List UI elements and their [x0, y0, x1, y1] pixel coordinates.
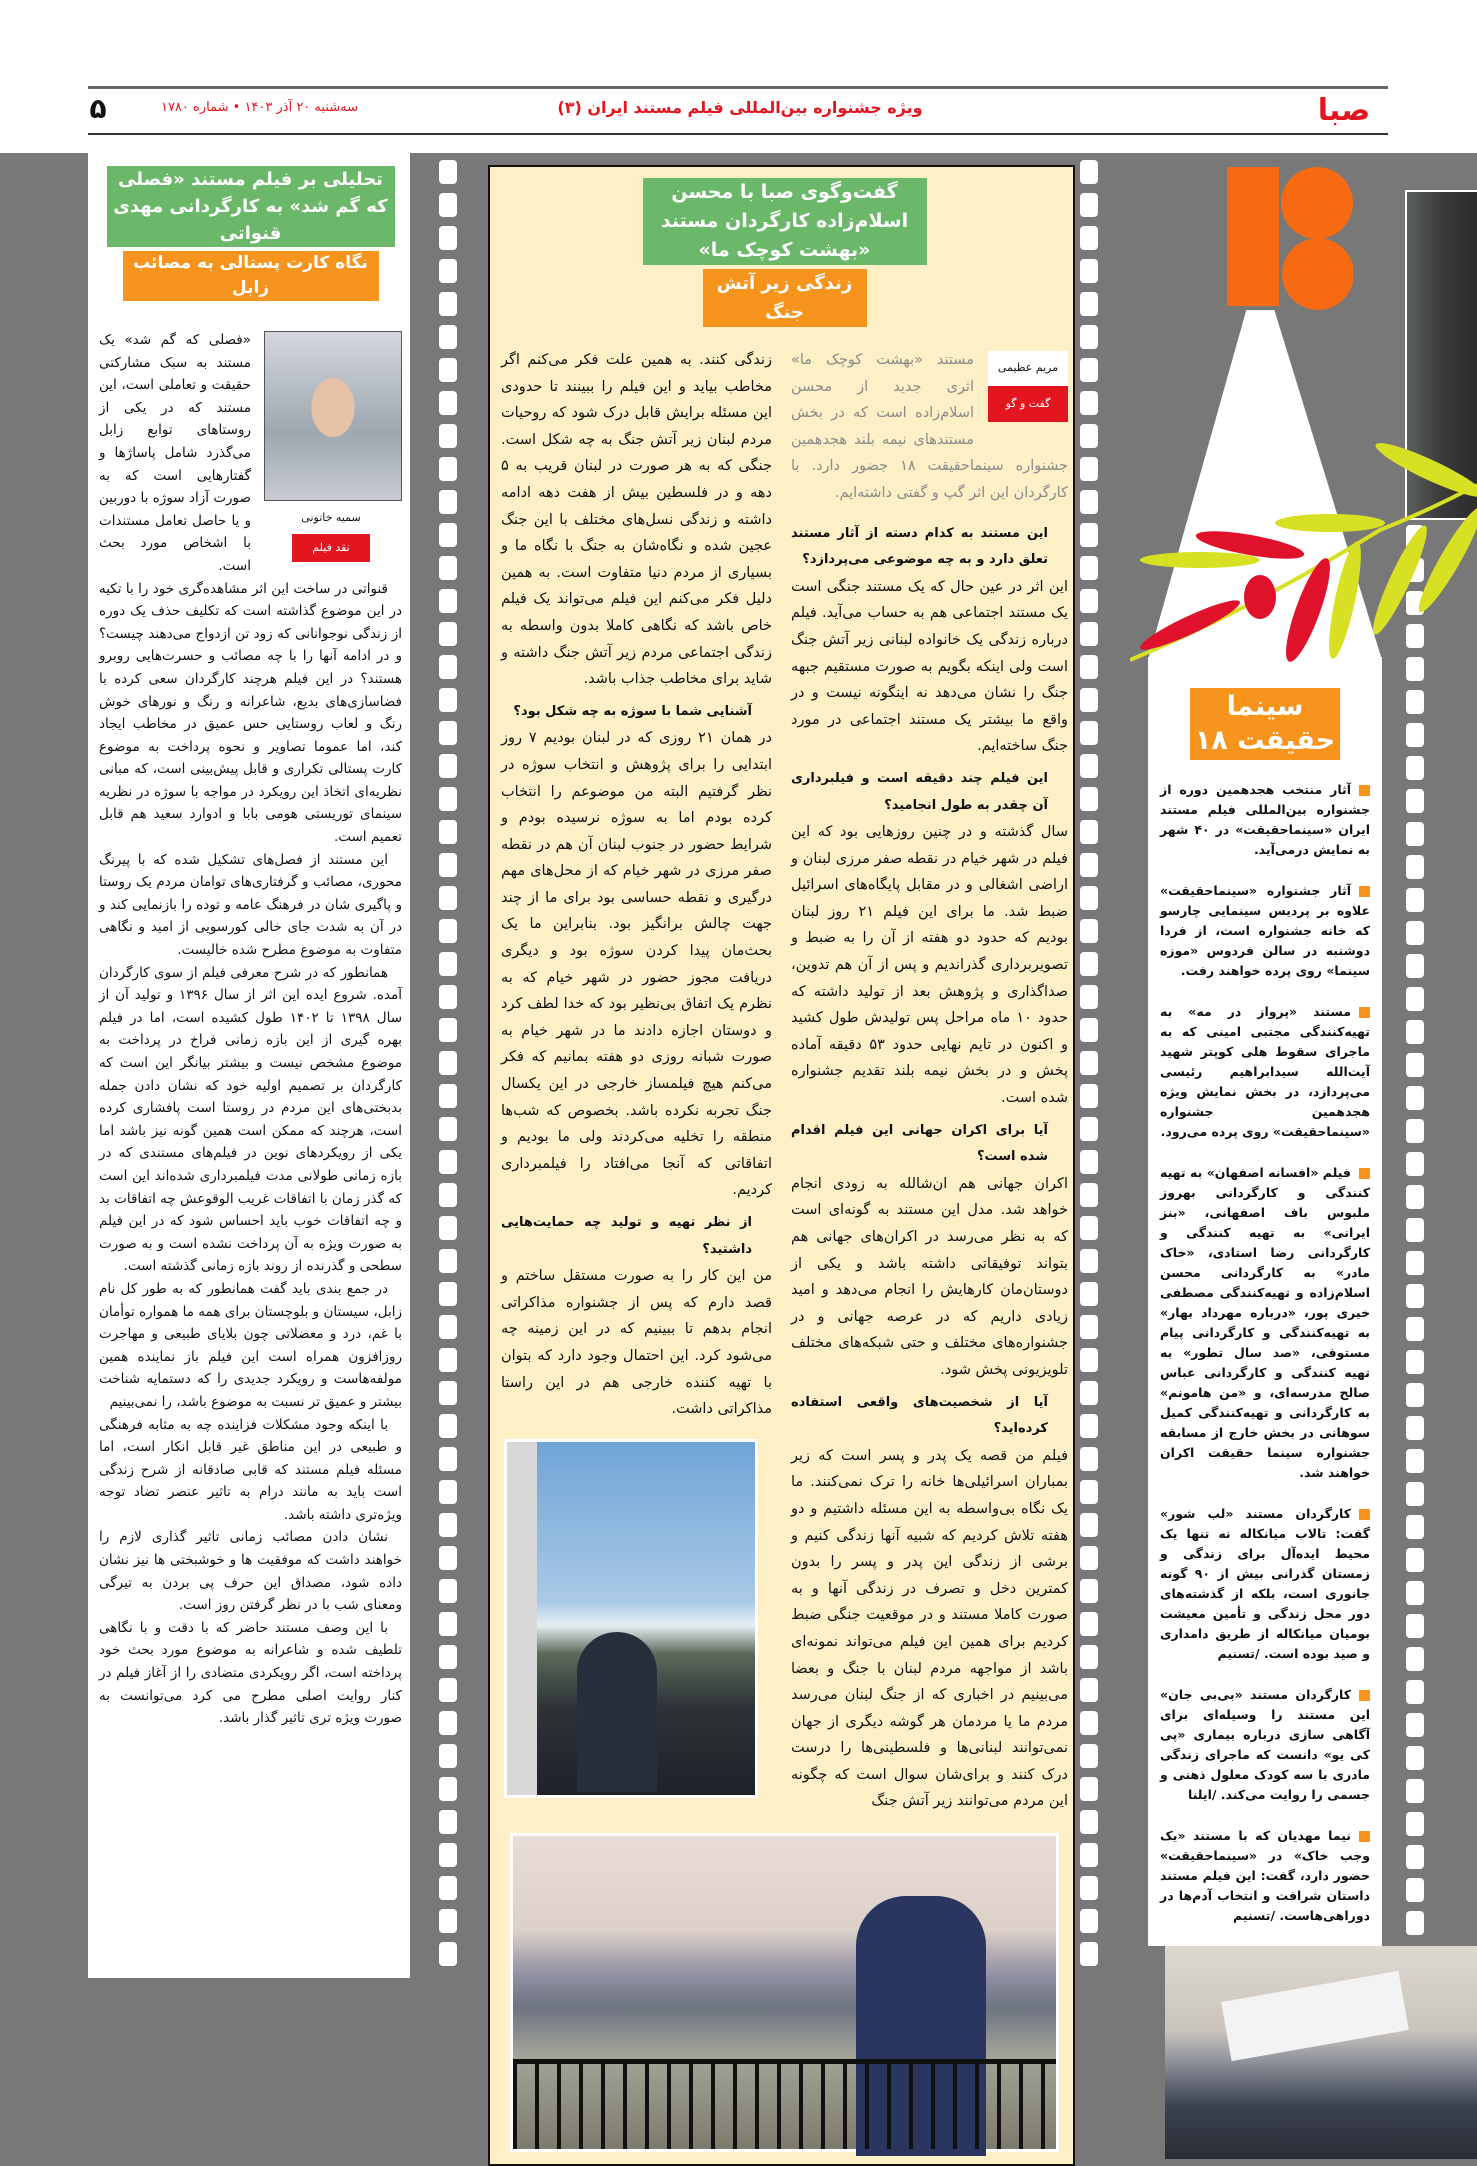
sprocket-hole: [1080, 1843, 1098, 1867]
section-title: ویژه جشنواره بین‌المللی فیلم مستند ایران (۳): [557, 98, 923, 117]
answer: من این کار را به صورت مستقل ساختم و قصد دارم که پس از جشنواره مذاکراتی انجام بدهم تا ببینیم که در این زمینه چه می‌شود کرد. این احتمال وجود دارد که بتوان با تهیه کننده خارجی هم در این راستا مذاکراتی داشت.: [501, 1268, 772, 1418]
sprocket-hole: [439, 1810, 457, 1834]
sprocket-hole: [1080, 787, 1098, 811]
sprocket-hole: [1080, 655, 1098, 679]
sprocket-hole: [1080, 1744, 1098, 1768]
sprocket-hole: [1080, 754, 1098, 778]
sprocket-hole: [1080, 391, 1098, 415]
sprocket-hole: [439, 1183, 457, 1207]
author-name: سمیه خاتونی: [301, 511, 361, 524]
sprocket-hole: [439, 1480, 457, 1504]
sprocket-hole: [1080, 985, 1098, 1009]
review-headline: تحلیلی بر فیلم مستند «فصلی که گم شد» به کارگردانی مهدی قنواتی: [107, 166, 395, 247]
paragraph: با این وصف مستند حاضر که با دقت و با نگاهی تلطیف شده و شاعرانه به موضوع مورد بحث خود پرداخته است، اگر رویکردی متضادی را از آغاز فیلم در کنار روایت اصلی مطرح می کرد می‌توانست به صورت ویژه تری تاثیر گذار باشد.: [99, 1619, 402, 1727]
sprocket-hole: [1080, 952, 1098, 976]
paragraph: در جمع بندی باید گفت همانطور که به طور کل نام زابل، سیستان و بلوچستان برای همه ما همواره توأمان با غم، درد و معضلاتی چون بلایای طبیعی و مهاجرت روزافزون همراه است این فیلم باز نماینده همین مولفه‌هاست و رویکرد جدیدی را که دستمایه شناخت بیشتر و عمیق تر نسبت به موضوع باشد، را نمی‌بینیم: [99, 1280, 402, 1410]
sprocket-hole: [439, 325, 457, 349]
author-name: مریم عظیمی: [988, 351, 1068, 386]
paragraph: قنواتی در ساخت این اثر مشاهده‌گری خود را با تکیه در این موضوع گذاشته است که تکلیف حذف یک دوره از زندگی نوجوانانی که زود تن ازدواج می‌دهند چیست؟ و در ادامه آنها را با چه مصائب و حسرت‌هایی روبرو هستند؟ در این فیلم هرچند کارگردان سعی کرده با فضاسازی‌های بدیع، شاعرانه و رنگ و نورهای خوش رنگ و لعاب روستایی حس عمیق در مخاطب ایجاد کند، اما عموما تصاویر و نحوه پرداخت به موضوع کارت پستالی تکراری و قابل پیش‌بینی است، که مبانی نظریه‌ای اتخاذ این رویکرد در مواجه با سوژه در نظریه سینمای توریستی هومی بابا و ادوارد سعید هم قابل تعمیم است.: [99, 580, 402, 846]
news-text: نیما مهدیان که با مستند «یک وجب خاک» در «سینماحقیقت» حضور دارد، گفت: این فیلم مستند داستان شرافت و انتخاب آدم‌ها در دوراهی‌هاست. /تسنیم: [1160, 1828, 1370, 1923]
sprocket-hole: [1080, 1315, 1098, 1339]
sprocket-hole: [439, 853, 457, 877]
sprocket-hole: [439, 655, 457, 679]
news-text: آثار منتخب هجدهمین دوره از جشنواره بین‌المللی فیلم مستند ایران «سینماحقیقت» در ۴۰ شهر به نمایش درمی‌آید.: [1160, 782, 1370, 857]
paragraph: «فصلی که گم شد» یک مستند به سبک مشارکتی حقیقت و تعاملی است، این مستند که در یکی از روستاهای توابع زابل می‌گذرد شامل پاساژها و گفتارهایی است که به صورت آزاد سوژه با دوربین و یا حاصل تعامل مستندات با اشخاص مورد بحث است.: [99, 332, 251, 574]
sprocket-hole: [439, 1711, 457, 1735]
sprocket-hole: [439, 1381, 457, 1405]
sprocket-hole: [439, 1447, 457, 1471]
sprocket-hole: [439, 160, 457, 184]
sprocket-hole: [439, 1744, 457, 1768]
bullet-square-icon: [1359, 785, 1370, 796]
answer: در همان ۲۱ روزی که در لبنان بودیم ۷ روز ابتدایی را برای پژوهش و انتخاب سوژه در نظر گرفتیم البته من موضوعم را انتخاب کرده بودم اما به سوژه نرسیده بودم و شرایط حضور در جنوب لبنان آن هم در نقطه صفر مرزی در شهر خیام که از محل‌های مهم درگیری و نقطه حساسی بود برای ما از چند جهت چالش برانگیز بود. بنابراین ما یک بحث‌مان پیدا کردن سوژه بود و دیگری دریافت مجوز حضور در شهر خیام که به نظرم یک اتفاق بی‌نظیر بود که خدا لطف کرد و دوستان اجازه دادند ما در شهر خیام به صورت شبانه روزی دو هفته بمانیم که فکر می‌کنم هیچ فیلمساز خارجی در این یکسال جنگ تجربه نکرده باشد. بخصوص که شب‌ها منطقه را تخلیه می‌کردند ولی ما بودیم و اتفاقاتی که آنجا می‌افتاد را فیلمبرداری کردیم.: [501, 730, 772, 1199]
sprocket-hole: [1080, 1117, 1098, 1141]
sprocket-hole: [439, 1645, 457, 1669]
review-panel: [88, 153, 410, 1978]
question: آیا برای اکران جهانی این فیلم اقدام شده است؟: [791, 1122, 1048, 1165]
sprocket-hole: [1080, 1579, 1098, 1603]
sprocket-hole: [1080, 919, 1098, 943]
sprocket-hole: [439, 490, 457, 514]
olive-branch-icon: [1130, 440, 1477, 680]
photo-man-on-balcony: [510, 1833, 1059, 2152]
question: این فیلم چند دقیقه است و فیلبرداری آن چقدر به طول انجامید؟: [791, 770, 1048, 813]
sprocket-hole: [1080, 1348, 1098, 1372]
sprocket-hole: [439, 1282, 457, 1306]
news-item: [1160, 780, 1370, 860]
author-photo: [264, 331, 402, 501]
sprocket-hole: [1080, 820, 1098, 844]
sprocket-hole: [439, 259, 457, 283]
bullet-square-icon: [1359, 1007, 1370, 1018]
sprocket-hole: [1080, 1051, 1098, 1075]
news-text: فیلم «افسانه اصفهان» به تهیه کنندگی و کارگردانی بهروز ملبوس باف اصفهانی، «بنز ایرانی» به تهیه کنندگی و کارگردانی رضا استادی، «خاک مادر» به کارگردانی محسن اسلام‌زاده و تهیه‌کنندگی مصطفی خیری پور، «درباره مهرداد بهار» به تهیه‌کنندگی و کارگردانی پیام مستوفی، «صد سال تطور» به تهیه کنندگی و کارگردانی عباس صالح مدرسه‌ای، و «من هامونم» به کارگردانی و تهیه‌کنندگی کمیل سوهانی در بخش خارج از مسابقه جشنواره سینما حقیقت اکران خواهند شد.: [1160, 1165, 1370, 1480]
sprocket-hole: [1080, 325, 1098, 349]
sprocket-hole: [439, 820, 457, 844]
sprocket-hole: [1080, 1414, 1098, 1438]
bullet-square-icon: [1359, 1509, 1370, 1520]
sprocket-hole: [439, 1513, 457, 1537]
answer: فیلم من قصه یک پدر و پسر است که زیر بمباران اسرائیلی‌ها خانه را ترک نمی‌کنند. ما یک نگاه بی‌واسطه به این مسئله داشتیم و دو هفته تلاش کردیم که شبیه آنها زندگی کنیم و برشی از زندگی این پدر و پسر را بدون کمترین دخل و تصرف در زندگی آنها و به صورت کاملا مستند و در موقعیت جنگی ضبط کردیم برای همین این فیلم می‌تواند نمونه‌ای باشد از مواجهه مردم لبنان با جنگ و بعضا می‌بینیم در اخباری که از جنگ لبنان می‌رسد مردم ما یا مردمان هر گوشه دیگری از جهان نمی‌توانند لبنانی‌ها و فلسطینی‌ها را درست درک کنند و برای‌شان سوال است که چگونه این مردم می‌توانند زیر آتش جنگ: [791, 1447, 1068, 1810]
sprocket-hole: [439, 589, 457, 613]
interview-byline: [988, 351, 1068, 422]
header-rule-top: [88, 86, 1388, 89]
answer: این اثر در عین حال که یک مستند جنگی است یک مستند اجتماعی هم به حساب می‌آید. فیلم درباره زندگی یک خانواده لبنانی زیر آتش جنگ است ولی اینکه بگویم به صورت مستقیم جبهه جنگ را نشان می‌دهد نه اینگونه نیست و در واقع ما بیشتر یک مستند اجتماعی در مورد جنگ ساخته‌ایم.: [791, 578, 1068, 755]
sprocket-hole: [1080, 1480, 1098, 1504]
sprocket-hole: [439, 622, 457, 646]
interview-panel: [488, 165, 1075, 2166]
news-item: [1160, 1002, 1370, 1142]
interview-column-left: [501, 347, 772, 1815]
photo-festival-crowd: [1165, 1946, 1477, 2159]
sprocket-hole: [1080, 1150, 1098, 1174]
sprocket-hole: [439, 358, 457, 382]
news-text: کارگردان مستند «بی‌بی جان» این مستند را وسیله‌ای برای آگاهی سازی درباره بیماری «پی کی یو» دانست که ماجرای زندگی مادری با سه کودک معلول ذهنی و جسمی را روایت می‌کند. /ایلنا: [1160, 1687, 1370, 1802]
sprocket-hole: [1080, 226, 1098, 250]
issue-date: سه‌شنبه ۲۰ آذر ۱۴۰۳ • شماره ۱۷۸۰: [160, 100, 358, 115]
interview-columns: [501, 347, 1068, 1815]
sprocket-hole: [1080, 193, 1098, 217]
sprocket-hole: [1080, 886, 1098, 910]
sprocket-hole: [1080, 1216, 1098, 1240]
question: آشنایی شما با سوژه به چه شکل بود؟: [513, 703, 752, 719]
news-item: [1160, 881, 1370, 981]
sprocket-hole: [1080, 721, 1098, 745]
sprocket-hole: [1080, 1381, 1098, 1405]
sprocket-hole: [1080, 457, 1098, 481]
sprocket-hole: [439, 985, 457, 1009]
section-label: نقد فیلم: [292, 534, 370, 563]
sprocket-hole: [1080, 259, 1098, 283]
sprocket-hole: [1080, 523, 1098, 547]
author-block: [260, 331, 402, 562]
review-body: [99, 329, 402, 1730]
paragraph: همانطور که در شرح معرفی فیلم از سوی کارگردان آمده. شروع ایده این اثر از سال ۱۳۹۶ و تولید آن از سال ۱۳۹۸ تا ۱۴۰۲ طول کشیده است، اما در فیلم بهره گیری از این بازه زمانی فراخ در پرداخت به موضوع مشخص نیست و بیشتر بیانگر این است که کارگردان بر تصمیم اولیه خود که نشان دادن جمله بدبختی‌های این مردم در روستا است پافشاری کرده است، هرچند که ممکن است همین گونه نیز باشد اما یکی از رویکردهای نوین در فیلم‌های مستندی که در بازه زمانی طولانی مدت فیلمبرداری شده‌اند این است که گذر زمان با اتفاقات غریب الوقوعش چه اتفاقات بد و چه اتفاقات خوب باید احساس شود که در این فیلم به صورت ویژه به آن پرداخت نشده است و به صورت سطحی و گذرنده از روند بازه زمانی گذشته است.: [99, 964, 403, 1275]
answer: زندگی کنند. به همین علت فکر می‌کنم اگر مخاطب بیاید و این فیلم را ببینند تا حدودی این مسئله برایش قابل درک شود که روحیات مردم لبنان زیر آتش جنگ به چه شکل است. جنگی که به هر صورت در لبنان قریب به ۵ دهه و در فلسطین بیش از هفت دهه ادامه داشته و زندگی نسل‌های مختلف با این جنگ عجین شده و نگاه‌شان به جنگ با نگاه ما و بسیاری از مردم دنیا متفاوت است. به همین دلیل فکر می‌کنم این فیلم می‌تواند یک فیلم خاص باشد که نگاهی کاملا بدون واسطه به زندگی اجتماعی مردم زیر آتش جنگ داشته و شاید برای مخاطب جذاب باشد.: [501, 352, 772, 688]
sprocket-hole: [1080, 556, 1098, 580]
bullet-square-icon: [1359, 886, 1370, 897]
sprocket-hole: [1080, 1447, 1098, 1471]
sprocket-hole: [439, 688, 457, 712]
sprocket-hole: [439, 1117, 457, 1141]
sprocket-hole: [1080, 1678, 1098, 1702]
sprocket-hole: [1080, 1942, 1098, 1966]
sprocket-hole: [439, 1150, 457, 1174]
sprocket-hole: [439, 1843, 457, 1867]
sprocket-hole: [439, 1051, 457, 1075]
sidebar-title-line: حقیقت ۱۸: [1194, 725, 1336, 756]
sprocket-hole: [439, 754, 457, 778]
sprocket-hole: [1080, 1777, 1098, 1801]
sprocket-hole: [439, 1546, 457, 1570]
sprocket-hole: [439, 721, 457, 745]
sprocket-hole: [439, 1678, 457, 1702]
sprocket-hole: [439, 556, 457, 580]
sprocket-hole: [439, 1942, 457, 1966]
interview-subheadline: زندگی زیر آتش جنگ: [703, 269, 867, 327]
sprocket-hole: [1080, 490, 1098, 514]
sprocket-hole: [439, 1909, 457, 1933]
photo-man-at-window: [504, 1439, 758, 1798]
sprocket-hole: [439, 952, 457, 976]
sprocket-hole: [1080, 160, 1098, 184]
sprocket-hole: [1080, 589, 1098, 613]
sprocket-hole: [439, 424, 457, 448]
sprocket-hole: [439, 1216, 457, 1240]
question: از نظر تهیه و تولید چه حمایت‌هایی داشتید؟: [501, 1215, 752, 1257]
sprocket-hole: [439, 523, 457, 547]
sprocket-hole: [1080, 292, 1098, 316]
news-text: کارگردان مستند «لب شور» گفت: تالاب میانکاله نه تنها یک محیط ایده‌آل برای زندگی و زمستان گذرانی بیش از ۹۰ گونه جانوری است، بلکه از گذشته‌های دور محل زندگی و تأمین معیشت بومیان میانکاله از طریق دامداری و صید بوده است. /تسنیم: [1160, 1506, 1370, 1661]
sprocket-hole: [439, 1876, 457, 1900]
sidebar-column: [1148, 657, 1477, 2159]
sprocket-hole: [439, 1612, 457, 1636]
sprocket-hole: [439, 391, 457, 415]
paragraph: نشان دادن مصائب زمانی تاثیر گذاری لازم را خواهند داشت که موفقیت ها و خوشبختی ها نیز نشان داده شود، مصداق این حرف پی بردن به تیرگی ومعنای شب با در نظر گرفتن روز است.: [99, 1529, 402, 1614]
festival-18-emblem: [1227, 167, 1353, 310]
sprocket-hole: [1080, 1282, 1098, 1306]
sprocket-hole: [1080, 853, 1098, 877]
news-sidebar: [1148, 657, 1382, 1946]
paragraph: این مستند از فصل‌های تشکیل شده که با پیرنگ محوری، مصائب و گرفتاری‌های توامان مردم یک روستا و پاگیری شان در فرهنگ عامه و توده را بازنمایی کند و در آن به شدت جای خالی کورسویی از امید و نگاهی متفاوت به موضوع مطرح شده خالیست.: [99, 851, 402, 959]
interview-headline: گفت‌وگوی صبا با محسن اسلام‌زاده کارگردان مستند «بهشت کوچک ما»: [643, 178, 927, 265]
sprocket-hole: [1080, 1249, 1098, 1273]
bullet-square-icon: [1359, 1690, 1370, 1701]
sprocket-hole: [1080, 1909, 1098, 1933]
sprocket-hole: [439, 886, 457, 910]
sprocket-hole: [439, 1348, 457, 1372]
header-rule-bottom: [88, 133, 1388, 135]
sprocket-hole: [439, 1018, 457, 1042]
sprocket-hole: [1080, 1084, 1098, 1108]
sidebar-title-line: سینما: [1226, 691, 1304, 722]
news-item: [1160, 1685, 1370, 1805]
section-label: گفت و گو: [988, 386, 1068, 423]
bullet-square-icon: [1359, 1831, 1370, 1842]
paragraph: با اینکه وجود مشکلات فزاینده چه به مثابه فرهنگی و طبیعی در این مناطق غیر قابل انکار است، اما مسئله فیلم مستند که قابی صادقانه از شرح زندگی است باید به مانند درام به تاثیر عنصر تضاد توجه ویژه‌تری داشته باشد.: [99, 1416, 402, 1523]
sprocket-hole: [1080, 1810, 1098, 1834]
sprocket-hole: [439, 1777, 457, 1801]
sprocket-hole: [439, 457, 457, 481]
sprocket-hole: [1080, 1711, 1098, 1735]
sprocket-hole: [1080, 622, 1098, 646]
sprocket-hole: [1080, 358, 1098, 382]
sprocket-hole: [1080, 1183, 1098, 1207]
sprocket-hole: [439, 226, 457, 250]
sprocket-hole: [439, 1249, 457, 1273]
newspaper-logo: صبا: [1317, 93, 1371, 128]
interview-intro: مستند «بهشت کوچک ما» اثری جدید از محسن اسلام‌زاده است که در بخش مستندهای نیمه بلند هجدهمین جشنواره سینماحقیقت ۱۸ جضور دارد. با کارگردان این اثر گپ و گفتی داشته‌ایم.: [791, 352, 1068, 501]
news-item: [1160, 1163, 1370, 1483]
news-item: [1160, 1826, 1370, 1926]
review-subheadline: نگاه کارت پستالی به مصائب زابل: [123, 251, 379, 301]
news-text: مستند «پرواز در مه» به تهیه‌کنندگی مجتبی امینی که به ماجرای سقوط هلی کوپتر شهید آیت‌الله سیدابراهیم رئیسی می‌پردازد، در بخش نمایش ویژه هجدهمین جشنواره «سینماحقیقت» روی پرده می‌رود.: [1160, 1004, 1370, 1139]
news-text: آثار جشنواره «سینماحقیقت» علاوه بر پردیس سینمایی چارسو که خانه جشنواره است، از فردا دوشنبه در سالن فردوس «موزه سینما» روی پرده خواهند رفت.: [1160, 883, 1370, 978]
answer: سال گذشته و در چنین روزهایی بود که این فیلم در شهر خیام در نقطه صفر مرزی لبنان و اراضی اشغالی و در مقابل پایگاه‌های اسرائیل ضبط شد. ما برای این فیلم ۲۱ روز لبنان بودیم که حدود دو هفته از آن را به ضبط و تصویربرداری گذراندیم و پس از آن هم تدوین، صداگذاری و پژوهش بعد از تولید داشته که حدود ۱۰ ماه مراحل پس تولیدش طول کشید و اکنون در تایم نهایی حدود ۵۳ دقیقه آماده پخش و در بخش نیمه بلند تقدیم جشنواره شده است.: [791, 824, 1068, 1107]
sprocket-hole: [1080, 688, 1098, 712]
sprocket-hole: [439, 1315, 457, 1339]
question: آیا از شخصیت‌های واقعی استفاده کرده‌اید؟: [791, 1394, 1048, 1437]
news-list: [1160, 780, 1370, 1926]
question: این مستند به کدام دسته از آثار مستند تعلق دارد و به چه موضوعی می‌پردازد؟: [791, 525, 1048, 568]
sprocket-hole: [1080, 424, 1098, 448]
sprocket-hole: [439, 919, 457, 943]
sprocket-hole: [1080, 1612, 1098, 1636]
bullet-square-icon: [1359, 1168, 1370, 1179]
answer: اکران جهانی هم ان‌شالله به زودی انجام خواهد شد. مدل این مستند به گونه‌ای است که به نظر می‌رسد در اکران‌های جهانی هم بتواند توفیقاتی داشته باشد و یکی از دوستان‌مان کارهایش را انجام می‌دهد و امید زیادی داریم که در عرصه جهانی و در جشنواره‌های مختلف و حتی شبکه‌های مختلف تلویزیونی پخش شود.: [791, 1175, 1068, 1378]
news-item: [1160, 1504, 1370, 1664]
sprocket-hole: [439, 1084, 457, 1108]
sprocket-hole: [1080, 1513, 1098, 1537]
sidebar-title: [1190, 688, 1340, 760]
sprocket-hole: [1080, 1018, 1098, 1042]
sprocket-hole: [439, 292, 457, 316]
page-number: ۵: [89, 92, 107, 125]
sprocket-hole: [1080, 1645, 1098, 1669]
sprocket-hole: [439, 1579, 457, 1603]
sprocket-hole: [439, 193, 457, 217]
sprocket-hole: [439, 1414, 457, 1438]
sprocket-hole: [439, 787, 457, 811]
sprocket-hole: [1080, 1876, 1098, 1900]
interview-column-right: [791, 347, 1068, 1815]
sprocket-hole: [1080, 1546, 1098, 1570]
